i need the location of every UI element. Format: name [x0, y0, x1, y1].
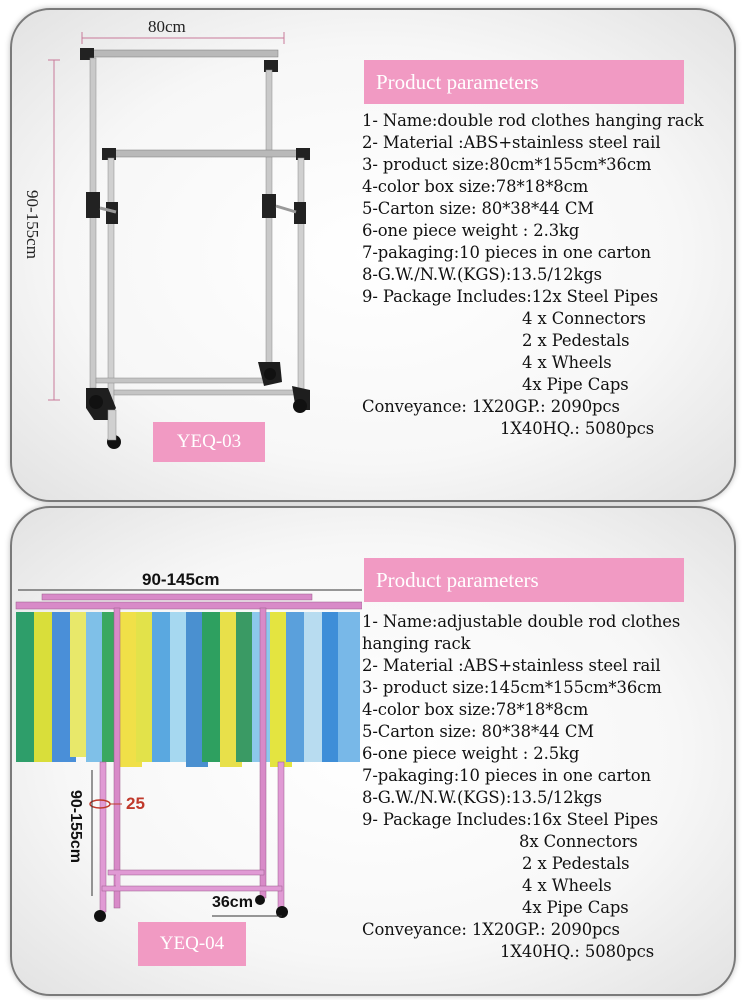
package-item: 4 x Wheels — [522, 876, 612, 895]
spec-line: 1- Name:adjustable double rod clothes hanging rack — [362, 612, 681, 653]
spec-line: 3- product size:80cm*155cm*36cm — [362, 155, 652, 174]
width-dimension-label: 80cm — [148, 17, 186, 36]
spec-line: 7-pakaging:10 pieces in one carton — [362, 766, 651, 785]
spec-line: 9- Package Includes:16x Steel Pipes — [362, 810, 659, 829]
spec-line: 1- Name:double rod clothes hanging rack — [362, 111, 704, 130]
package-item: 8x Connectors — [519, 832, 638, 851]
spec-line: 2- Material :ABS+stainless steel rail — [362, 133, 661, 152]
spec-line: 2- Material :ABS+stainless steel rail — [362, 656, 661, 675]
package-item: 4 x Connectors — [522, 309, 646, 328]
product-parameters-banner: Product parameters — [364, 558, 684, 602]
spec-line: 5-Carton size: 80*38*44 CM — [362, 722, 594, 741]
conveyance-line: Conveyance: 1X20GP.: 2090pcs — [362, 920, 620, 939]
spec-line: 8-G.W./N.W.(KGS):13.5/12kgs — [362, 265, 602, 284]
spec-line: 6-one piece weight : 2.3kg — [362, 221, 580, 240]
conveyance-line: Conveyance: 1X20GP.: 2090pcs — [362, 397, 620, 416]
spec-line: 8-G.W./N.W.(KGS):13.5/12kgs — [362, 788, 602, 807]
package-item: 4x Pipe Caps — [522, 375, 629, 394]
width-dimension-label: 90-145cm — [142, 570, 220, 589]
package-item: 2 x Pedestals — [522, 331, 630, 350]
spec-line: 4-color box size:78*18*8cm — [362, 177, 589, 196]
spec-line: 7-pakaging:10 pieces in one carton — [362, 243, 651, 262]
package-item: 4x Pipe Caps — [522, 898, 629, 917]
hanging-shirts — [16, 612, 360, 767]
product-specs — [362, 611, 736, 963]
package-item: 2 x Pedestals — [522, 854, 630, 873]
model-label: YEQ-04 — [138, 922, 246, 966]
product-specs — [362, 110, 736, 440]
tube-diameter-label: 25 — [126, 794, 145, 813]
height-dimension-label: 90-155cm — [67, 790, 84, 863]
product-parameters-banner: Product parameters — [364, 60, 684, 104]
conveyance-line: 1X40HQ.: 5080pcs — [500, 942, 655, 961]
spec-line: 4-color box size:78*18*8cm — [362, 700, 589, 719]
spec-line: 3- product size:145cm*155cm*36cm — [362, 678, 662, 697]
spec-line: 6-one piece weight : 2.5kg — [362, 744, 580, 763]
package-item: 4 x Wheels — [522, 353, 612, 372]
product-panel-yeq-04 — [10, 506, 736, 996]
model-label: YEQ-03 — [153, 422, 265, 462]
depth-dimension-label: 36cm — [212, 894, 253, 911]
conveyance-line: 1X40HQ.: 5080pcs — [500, 419, 655, 438]
product-panel-yeq-03 — [10, 8, 736, 502]
height-dimension-label: 90-155cm — [23, 190, 42, 259]
spec-line: 9- Package Includes:12x Steel Pipes — [362, 287, 659, 306]
spec-line: 5-Carton size: 80*38*44 CM — [362, 199, 594, 218]
